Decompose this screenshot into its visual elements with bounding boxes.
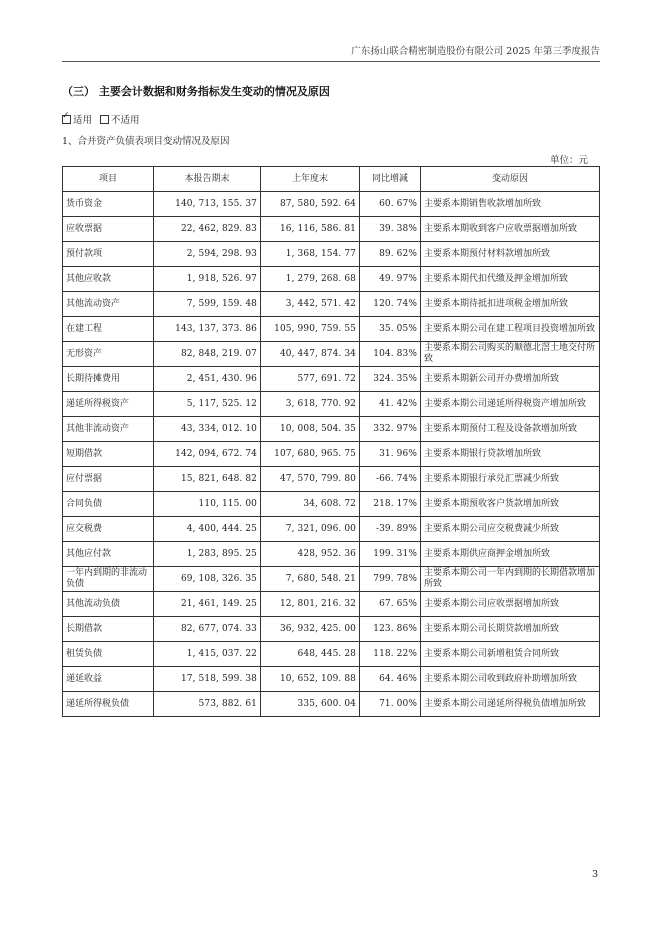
cell-change: 199. 31% (360, 542, 421, 567)
applicable-checkbox[interactable] (62, 115, 71, 124)
cell-current-period: 21, 461, 149. 25 (154, 592, 261, 617)
cell-current-period: 1, 918, 526. 97 (154, 267, 261, 292)
table-row (63, 617, 600, 642)
cell-change: 60. 67% (360, 192, 421, 217)
cell-item: 预付款项 (63, 242, 154, 267)
cell-change: 31. 96% (360, 442, 421, 467)
cell-reason: 主要系本期供应商押金增加所致 (421, 542, 600, 567)
cell-item: 其他应收款 (63, 267, 154, 292)
cell-prior-year: 10, 652, 109. 88 (261, 667, 360, 692)
cell-change: 123. 86% (360, 617, 421, 642)
cell-item: 合同负债 (63, 492, 154, 517)
cell-change: 799. 78% (360, 567, 421, 592)
header-change: 同比增减 (360, 167, 421, 192)
cell-item: 应交税费 (63, 517, 154, 542)
header-item: 项目 (63, 167, 154, 192)
cell-item: 递延收益 (63, 667, 154, 692)
cell-reason: 主要系本期收到客户应收票据增加所致 (421, 217, 600, 242)
cell-current-period: 2, 451, 430. 96 (154, 367, 261, 392)
table-row (63, 217, 600, 242)
cell-change: 64. 46% (360, 667, 421, 692)
cell-reason: 主要系本期代扣代缴及押金增加所致 (421, 267, 600, 292)
cell-prior-year: 3, 618, 770. 92 (261, 392, 360, 417)
cell-current-period: 7, 599, 159. 48 (154, 292, 261, 317)
cell-change: 332. 97% (360, 417, 421, 442)
cell-reason: 主要系本期公司购买的顺德北滘土地交付所致 (421, 342, 600, 367)
cell-current-period: 22, 462, 829. 83 (154, 217, 261, 242)
cell-prior-year: 648, 445. 28 (261, 642, 360, 667)
cell-reason: 主要系本期公司一年内到期的长期借款增加所致 (421, 567, 600, 592)
not-applicable-label: 不适用 (111, 115, 140, 126)
cell-current-period: 69, 108, 326. 35 (154, 567, 261, 592)
cell-change: 71. 00% (360, 692, 421, 717)
cell-prior-year: 7, 680, 548. 21 (261, 567, 360, 592)
cell-item: 短期借款 (63, 442, 154, 467)
cell-change: 218. 17% (360, 492, 421, 517)
section-title: （三） 主要会计数据和财务指标发生变动的情况及原因 (62, 85, 330, 98)
cell-prior-year: 36, 932, 425. 00 (261, 617, 360, 642)
cell-prior-year: 87, 580, 592. 64 (261, 192, 360, 217)
cell-current-period: 43, 334, 012. 10 (154, 417, 261, 442)
cell-current-period: 142, 094, 672. 74 (154, 442, 261, 467)
table-row (63, 692, 600, 717)
cell-change: -66. 74% (360, 467, 421, 492)
cell-change: 324. 35% (360, 367, 421, 392)
cell-reason: 主要系本期公司应交税费减少所致 (421, 517, 600, 542)
cell-reason: 主要系本期公司新增租赁合同所致 (421, 642, 600, 667)
cell-change: 118. 22% (360, 642, 421, 667)
table-row (63, 242, 600, 267)
cell-prior-year: 105, 990, 759. 55 (261, 317, 360, 342)
header-reason: 变动原因 (421, 167, 600, 192)
cell-reason: 主要系本期预付材料款增加所致 (421, 242, 600, 267)
table-row (63, 492, 600, 517)
cell-current-period: 5, 117, 525. 12 (154, 392, 261, 417)
cell-reason: 主要系本期公司收到政府补助增加所致 (421, 667, 600, 692)
cell-reason: 主要系本期公司长期贷款增加所致 (421, 617, 600, 642)
cell-prior-year: 3, 442, 571. 42 (261, 292, 360, 317)
table-row (63, 317, 600, 342)
cell-reason: 主要系本期公司递延所得税资产增加所致 (421, 392, 600, 417)
cell-reason: 主要系本期公司递延所得税负债增加所致 (421, 692, 600, 717)
cell-prior-year: 34, 608. 72 (261, 492, 360, 517)
report-title: 广东扬山联合精密制造股份有限公司 2025 年第三季度报告 (351, 46, 600, 57)
cell-current-period: 15, 821, 648. 82 (154, 467, 261, 492)
cell-item: 无形资产 (63, 342, 154, 367)
applicable-label: 适用 (73, 115, 93, 126)
cell-item: 其他非流动资产 (63, 417, 154, 442)
cell-change: 120. 74% (360, 292, 421, 317)
table-row (63, 342, 600, 367)
cell-item: 一年内到期的非流动负债 (63, 567, 154, 592)
cell-reason: 主要系本期银行承兑汇票减少所致 (421, 467, 600, 492)
header-prior-year: 上年度末 (261, 167, 360, 192)
cell-item: 其他流动资产 (63, 292, 154, 317)
table-row (63, 667, 600, 692)
cell-item: 货币资金 (63, 192, 154, 217)
table-subtitle: 1、合并资产负债表项目变动情况及原因 (62, 136, 230, 147)
cell-prior-year: 1, 279, 268. 68 (261, 267, 360, 292)
cell-change: 41. 42% (360, 392, 421, 417)
cell-change: 104. 83% (360, 342, 421, 367)
page-number: 3 (591, 869, 598, 880)
cell-reason: 主要系本期公司在建工程项目投资增加所致 (421, 317, 600, 342)
cell-prior-year: 335, 600. 04 (261, 692, 360, 717)
header-current-period: 本报告期末 (154, 167, 261, 192)
table-row (63, 417, 600, 442)
cell-reason: 主要系本期公司应收票据增加所致 (421, 592, 600, 617)
table-row (63, 592, 600, 617)
cell-reason: 主要系本期待抵扣进项税金增加所致 (421, 292, 600, 317)
table-row (63, 542, 600, 567)
table-row (63, 392, 600, 417)
cell-reason: 主要系本期预付工程及设备款增加所致 (421, 417, 600, 442)
cell-change: 49. 97% (360, 267, 421, 292)
cell-item: 其他流动负债 (63, 592, 154, 617)
cell-change: 67. 65% (360, 592, 421, 617)
cell-reason: 主要系本期销售收款增加所致 (421, 192, 600, 217)
cell-prior-year: 1, 368, 154. 77 (261, 242, 360, 267)
cell-item: 租赁负债 (63, 642, 154, 667)
cell-current-period: 17, 518, 599. 38 (154, 667, 261, 692)
cell-current-period: 143, 137, 373. 86 (154, 317, 261, 342)
cell-prior-year: 12, 801, 216. 32 (261, 592, 360, 617)
table-row (63, 192, 600, 217)
cell-item: 应收票据 (63, 217, 154, 242)
cell-reason: 主要系本期银行贷款增加所致 (421, 442, 600, 467)
table-row (63, 517, 600, 542)
cell-item: 其他应付款 (63, 542, 154, 567)
cell-prior-year: 107, 680, 965. 75 (261, 442, 360, 467)
cell-current-period: 1, 283, 895. 25 (154, 542, 261, 567)
cell-item: 递延所得税负债 (63, 692, 154, 717)
cell-current-period: 110, 115. 00 (154, 492, 261, 517)
cell-prior-year: 10, 008, 504. 35 (261, 417, 360, 442)
cell-current-period: 1, 415, 037. 22 (154, 642, 261, 667)
page-header (62, 43, 600, 62)
cell-prior-year: 16, 116, 586. 81 (261, 217, 360, 242)
applicability-options (62, 112, 140, 126)
table-row (63, 642, 600, 667)
cell-current-period: 82, 848, 219. 07 (154, 342, 261, 367)
cell-current-period: 4, 400, 444. 25 (154, 517, 261, 542)
table-row (63, 367, 600, 392)
cell-prior-year: 40, 447, 874. 34 (261, 342, 360, 367)
unit-label: 单位：元 (549, 155, 588, 166)
cell-item: 递延所得税资产 (63, 392, 154, 417)
cell-item: 应付票据 (63, 467, 154, 492)
table-row (63, 567, 600, 592)
not-applicable-checkbox[interactable] (100, 115, 109, 124)
cell-reason: 主要系本期新公司开办费增加所致 (421, 367, 600, 392)
table-row (63, 467, 600, 492)
table-row (63, 292, 600, 317)
cell-item: 长期待摊费用 (63, 367, 154, 392)
cell-change: 89. 62% (360, 242, 421, 267)
cell-change: 39. 38% (360, 217, 421, 242)
cell-current-period: 573, 882. 61 (154, 692, 261, 717)
balance-sheet-change-table (62, 166, 600, 717)
table-row (63, 442, 600, 467)
cell-reason: 主要系本期预收客户货款增加所致 (421, 492, 600, 517)
cell-current-period: 2, 594, 298. 93 (154, 242, 261, 267)
table-header-row (63, 167, 600, 192)
cell-prior-year: 577, 691. 72 (261, 367, 360, 392)
cell-current-period: 82, 677, 074. 33 (154, 617, 261, 642)
cell-prior-year: 7, 321, 096. 00 (261, 517, 360, 542)
cell-current-period: 140, 713, 155. 37 (154, 192, 261, 217)
table-row (63, 267, 600, 292)
cell-change: -39. 89% (360, 517, 421, 542)
cell-prior-year: 428, 952. 36 (261, 542, 360, 567)
cell-item: 长期借款 (63, 617, 154, 642)
cell-item: 在建工程 (63, 317, 154, 342)
cell-prior-year: 47, 570, 799. 80 (261, 467, 360, 492)
cell-change: 35. 05% (360, 317, 421, 342)
